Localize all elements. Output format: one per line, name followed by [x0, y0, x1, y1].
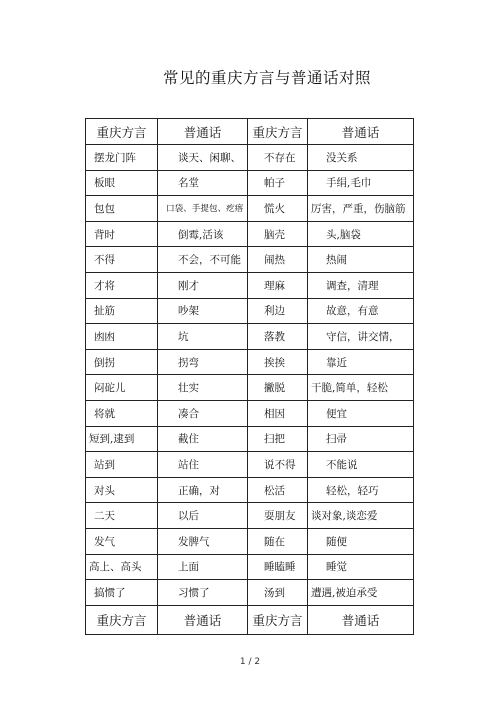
- mandarin-term: 遭遇,被迫承受: [308, 580, 414, 606]
- column-header: 普通话: [158, 119, 248, 145]
- table-row: [86, 503, 414, 529]
- table-row: [86, 145, 414, 171]
- mandarin-term: 凑合: [158, 400, 248, 426]
- table-row: [86, 349, 414, 375]
- table-row: [86, 426, 414, 452]
- mandarin-term: 名堂: [158, 170, 248, 196]
- mandarin-term: 不能说: [308, 452, 414, 478]
- mandarin-term: 壮实: [158, 375, 248, 401]
- mandarin-term: 刚才: [158, 272, 248, 298]
- mandarin-term: 正确，对: [158, 477, 248, 503]
- table-row: [86, 375, 414, 401]
- dialect-term: 脑壳: [248, 221, 308, 247]
- table-row: [86, 247, 414, 273]
- table-row: [86, 554, 414, 580]
- mandarin-term: 不会，不可能: [158, 247, 248, 273]
- table-row: [86, 528, 414, 554]
- mandarin-term: 厉害，严重，伤脑筋: [308, 196, 414, 222]
- dialect-term: 包包: [86, 196, 158, 222]
- table-row: [86, 298, 414, 324]
- table-row: [86, 580, 414, 606]
- dialect-term: 才将: [86, 272, 158, 298]
- dialect-term: 短到,逮到: [86, 426, 158, 452]
- mandarin-term: 坑: [158, 324, 248, 350]
- mandarin-term: 调查，清理: [308, 272, 414, 298]
- dialect-term: 挨挨: [248, 349, 308, 375]
- dialect-term: 站到: [86, 452, 158, 478]
- dialect-term: 松活: [248, 477, 308, 503]
- dialect-term: 对头: [86, 477, 158, 503]
- mandarin-term: 拐弯: [158, 349, 248, 375]
- mandarin-term: 上面: [158, 554, 248, 580]
- dialect-term: 利边: [248, 298, 308, 324]
- mandarin-term: 发脾气: [158, 528, 248, 554]
- dialect-term: 说不得: [248, 452, 308, 478]
- dialect-term: 闷砣儿: [86, 375, 158, 401]
- column-footer: 普通话: [158, 605, 248, 634]
- dialect-term: 睡瞌睡: [248, 554, 308, 580]
- dialect-term: 扯筋: [86, 298, 158, 324]
- dialect-term: 帕子: [248, 170, 308, 196]
- mandarin-term: 便宜: [308, 400, 414, 426]
- mandarin-term: 热闹: [308, 247, 414, 273]
- dialect-term: 倒拐: [86, 349, 158, 375]
- dialect-comparison-table: [85, 118, 414, 635]
- column-footer: 重庆方言: [248, 605, 308, 634]
- mandarin-term: 守信，讲交情，: [308, 324, 414, 350]
- mandarin-term: 截住: [158, 426, 248, 452]
- table-row: [86, 272, 414, 298]
- dialect-term: 相因: [248, 400, 308, 426]
- table-row: [86, 477, 414, 503]
- mandarin-term: 习惯了: [158, 580, 248, 606]
- table-row: [86, 400, 414, 426]
- dialect-term: 摆龙门阵: [86, 145, 158, 171]
- dialect-term: 理麻: [248, 272, 308, 298]
- table-row: [86, 170, 414, 196]
- dialect-term: 落教: [248, 324, 308, 350]
- dialect-term: 闹热: [248, 247, 308, 273]
- mandarin-term: 扫帚: [308, 426, 414, 452]
- dialect-term: 将就: [86, 400, 158, 426]
- mandarin-term: 手绢,毛巾: [308, 170, 414, 196]
- dialect-term: 板眼: [86, 170, 158, 196]
- table-row: [86, 221, 414, 247]
- dialect-term: 不得: [86, 247, 158, 273]
- table-row: [86, 324, 414, 350]
- dialect-term: 凼凼: [86, 324, 158, 350]
- mandarin-term: 吵架: [158, 298, 248, 324]
- dialect-term: 不存在: [248, 145, 308, 171]
- dialect-term: 搞惯了: [86, 580, 158, 606]
- dialect-term: 耍朋友: [248, 503, 308, 529]
- page-number: 1 / 2: [239, 657, 261, 667]
- dialect-term: 汤到: [248, 580, 308, 606]
- mandarin-term: 靠近: [308, 349, 414, 375]
- dialect-term: 慌火: [248, 196, 308, 222]
- table-header-row: [86, 119, 414, 145]
- mandarin-term: 没关系: [308, 145, 414, 171]
- mandarin-term: 头,脑袋: [308, 221, 414, 247]
- mandarin-term: 口袋、手提包、疙瘩: [158, 196, 248, 222]
- mandarin-term: 谈对象,谈恋爱: [308, 503, 414, 529]
- table-row: [86, 196, 414, 222]
- dialect-term: 发气: [86, 528, 158, 554]
- mandarin-term: 以后: [158, 503, 248, 529]
- column-header: 重庆方言: [248, 119, 308, 145]
- mandarin-term: 睡觉: [308, 554, 414, 580]
- dialect-term: 撇脱: [248, 375, 308, 401]
- column-header: 重庆方言: [86, 119, 158, 145]
- dialect-term: 高上、高头: [86, 554, 158, 580]
- table-row: [86, 452, 414, 478]
- column-footer: 普通话: [308, 605, 414, 634]
- mandarin-term: 故意，有意: [308, 298, 414, 324]
- dialect-term: 二天: [86, 503, 158, 529]
- dialect-term: 背时: [86, 221, 158, 247]
- mandarin-term: 谈天、闲聊、: [158, 145, 248, 171]
- column-header: 普通话: [308, 119, 414, 145]
- page-title: 常见的重庆方言与普通话对照: [162, 69, 371, 87]
- column-footer: 重庆方言: [86, 605, 158, 634]
- mandarin-term: 随便: [308, 528, 414, 554]
- mandarin-term: 轻松，轻巧: [308, 477, 414, 503]
- mandarin-term: 干脆,简单，轻松: [308, 375, 414, 401]
- dialect-term: 随在: [248, 528, 308, 554]
- table-footer-row: [86, 605, 414, 634]
- mandarin-term: 站住: [158, 452, 248, 478]
- dialect-term: 扫把: [248, 426, 308, 452]
- mandarin-term: 倒霉,活该: [158, 221, 248, 247]
